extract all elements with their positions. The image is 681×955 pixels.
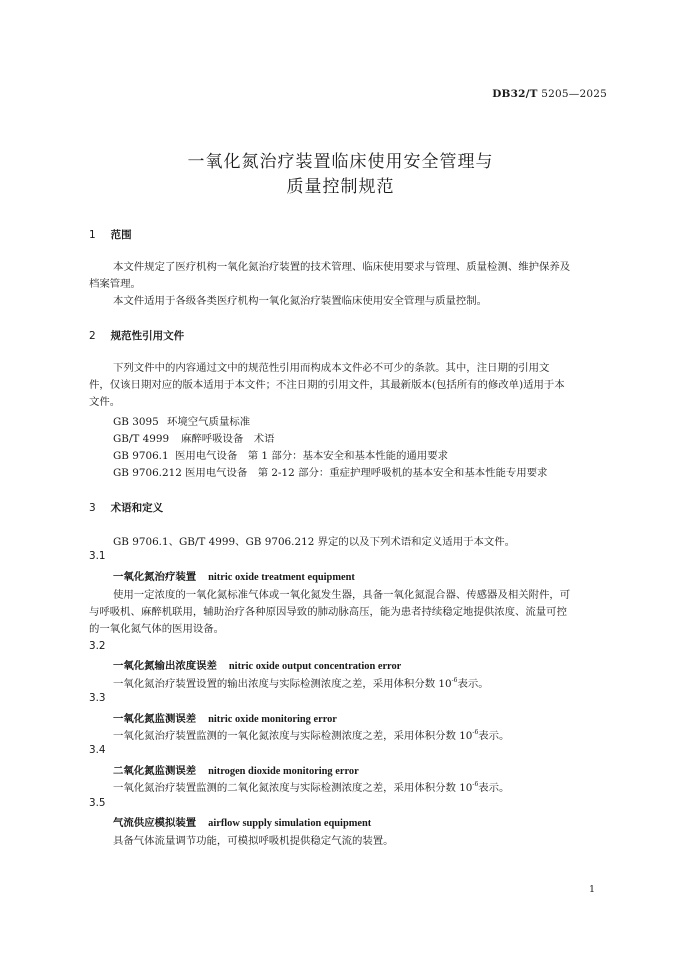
term-en: airflow supply simulation equipment	[208, 818, 372, 829]
term-zh: 一氧化氮治疗装置	[113, 571, 197, 583]
clause-number: 3.2	[89, 640, 106, 652]
reference-item	[113, 413, 250, 428]
term-en: nitric oxide treatment equipment	[208, 572, 355, 583]
section-2-para-line-3: 文件。	[89, 396, 121, 408]
section-2-heading	[89, 328, 184, 343]
reference-title: 医用电气设备 第 2-12 部分：重症护理呼吸机的基本安全和基本性能专用要求	[185, 467, 548, 479]
term-definition-line-2: 与呼吸机、麻醉机联用，辅助治疗各种原因导致的肺动脉高压，能为患者持续稳定地提供浓度、流量可控	[89, 606, 567, 618]
document-title-line-1: 一氧化氮治疗装置临床使用安全管理与	[187, 152, 494, 172]
term-definition	[113, 727, 509, 742]
clause-number: 3.3	[89, 692, 106, 704]
term-zh: 一氧化氮输出浓度误差	[113, 660, 217, 672]
section-3-intro: GB 9706.1、GB/T 4999、GB 9706.212 界定的以及下列术语和定义适用于本文件。	[113, 536, 516, 548]
term-definition-text: 一氧化氮治疗装置监测的一氧化氮浓度与实际检测浓度之差，采用体积分数 10	[113, 730, 473, 742]
section-1-para-2: 本文件适用于各级各类医疗机构一氧化氮治疗装置临床使用安全管理与质量控制。	[113, 295, 488, 307]
term-definition-exponent: -6	[451, 677, 458, 684]
term-definition-exponent: -6	[472, 729, 479, 736]
section-1-heading	[89, 227, 132, 242]
reference-item	[113, 430, 275, 445]
term-en: nitric oxide monitoring error	[208, 714, 337, 725]
reference-item	[113, 464, 547, 479]
term-zh: 一氧化氮监测误差	[113, 713, 197, 725]
section-1-para-1-line-1: 本文件规定了医疗机构一氧化氮治疗装置的技术管理、临床使用要求与管理、质量检测、维护保养及	[113, 261, 571, 273]
term-zh: 气流供应模拟装置	[113, 817, 197, 829]
section-2-number: 2	[89, 330, 96, 342]
term-heading	[113, 568, 355, 583]
document-code	[492, 88, 607, 100]
term-definition-line-3: 的一氧化氮气体的医用设备。	[89, 623, 225, 635]
reference-item	[113, 447, 448, 462]
term-heading	[113, 762, 359, 777]
document-code-number: 5205—2025	[541, 88, 607, 100]
clause-number: 3.5	[89, 797, 106, 809]
section-3-number: 3	[89, 502, 96, 514]
term-definition	[113, 675, 489, 690]
term-en: nitric oxide output concentration error	[228, 661, 402, 672]
term-definition	[113, 779, 509, 794]
clause-number: 3.4	[89, 744, 106, 756]
document-title-line-2: 质量控制规范	[286, 177, 395, 197]
term-definition-tail: 表示。	[478, 730, 510, 742]
term-heading	[113, 710, 337, 725]
term-definition-text: 一氧化氮治疗装置监测的二氧化氮浓度与实际检测浓度之差，采用体积分数 10	[113, 782, 473, 794]
term-definition-line-1: 使用一定浓度的一氧化氮标准气体或一氧化氮发生器，具备一氧化氮混合器、传感器及相关附件，可	[113, 589, 571, 601]
document-code-prefix: DB32/T	[492, 88, 538, 100]
reference-title: 医用电气设备 第 1 部分：基本安全和基本性能的通用要求	[175, 450, 448, 462]
section-2-para-line-2: 件，仅该日期对应的版本适用于本文件；不注日期的引用文件，其最新版本(包括所有的修改单)适用于本	[89, 379, 565, 391]
term-heading	[113, 814, 371, 829]
term-definition-tail: 表示。	[457, 678, 489, 690]
term-heading	[113, 657, 401, 672]
clause-number: 3.1	[89, 550, 106, 562]
reference-code: GB 9706.1	[113, 450, 169, 462]
section-3-heading	[89, 500, 163, 515]
term-zh: 二氧化氮监测误差	[113, 765, 197, 777]
term-definition-exponent: -6	[472, 781, 479, 788]
term-definition-text: 一氧化氮治疗装置设置的输出浓度与实际检测浓度之差，采用体积分数 10	[113, 678, 452, 690]
term-definition-line-1: 具备气体流量调节功能，可模拟呼吸机提供稳定气流的装置。	[113, 835, 394, 847]
term-definition-tail: 表示。	[478, 782, 510, 794]
section-3-title: 术语和定义	[110, 502, 164, 514]
section-1-para-1-line-2: 档案管理。	[89, 278, 141, 290]
page-number: 1	[588, 884, 595, 895]
section-2-title: 规范性引用文件	[110, 330, 185, 342]
reference-code: GB 3095	[113, 416, 159, 428]
reference-code: GB/T 4999	[113, 433, 170, 445]
reference-code: GB 9706.212	[113, 467, 182, 479]
section-2-para-line-1: 下列文件中的内容通过文中的规范性引用而构成本文件必不可少的条款。其中，注日期的引用文	[113, 362, 550, 374]
section-1-number: 1	[89, 229, 96, 241]
term-en: nitrogen dioxide monitoring error	[208, 766, 359, 777]
reference-title: 环境空气质量标准	[167, 416, 251, 428]
reference-title: 麻醉呼吸设备 术语	[181, 433, 275, 445]
section-1-title: 范围	[110, 229, 132, 241]
